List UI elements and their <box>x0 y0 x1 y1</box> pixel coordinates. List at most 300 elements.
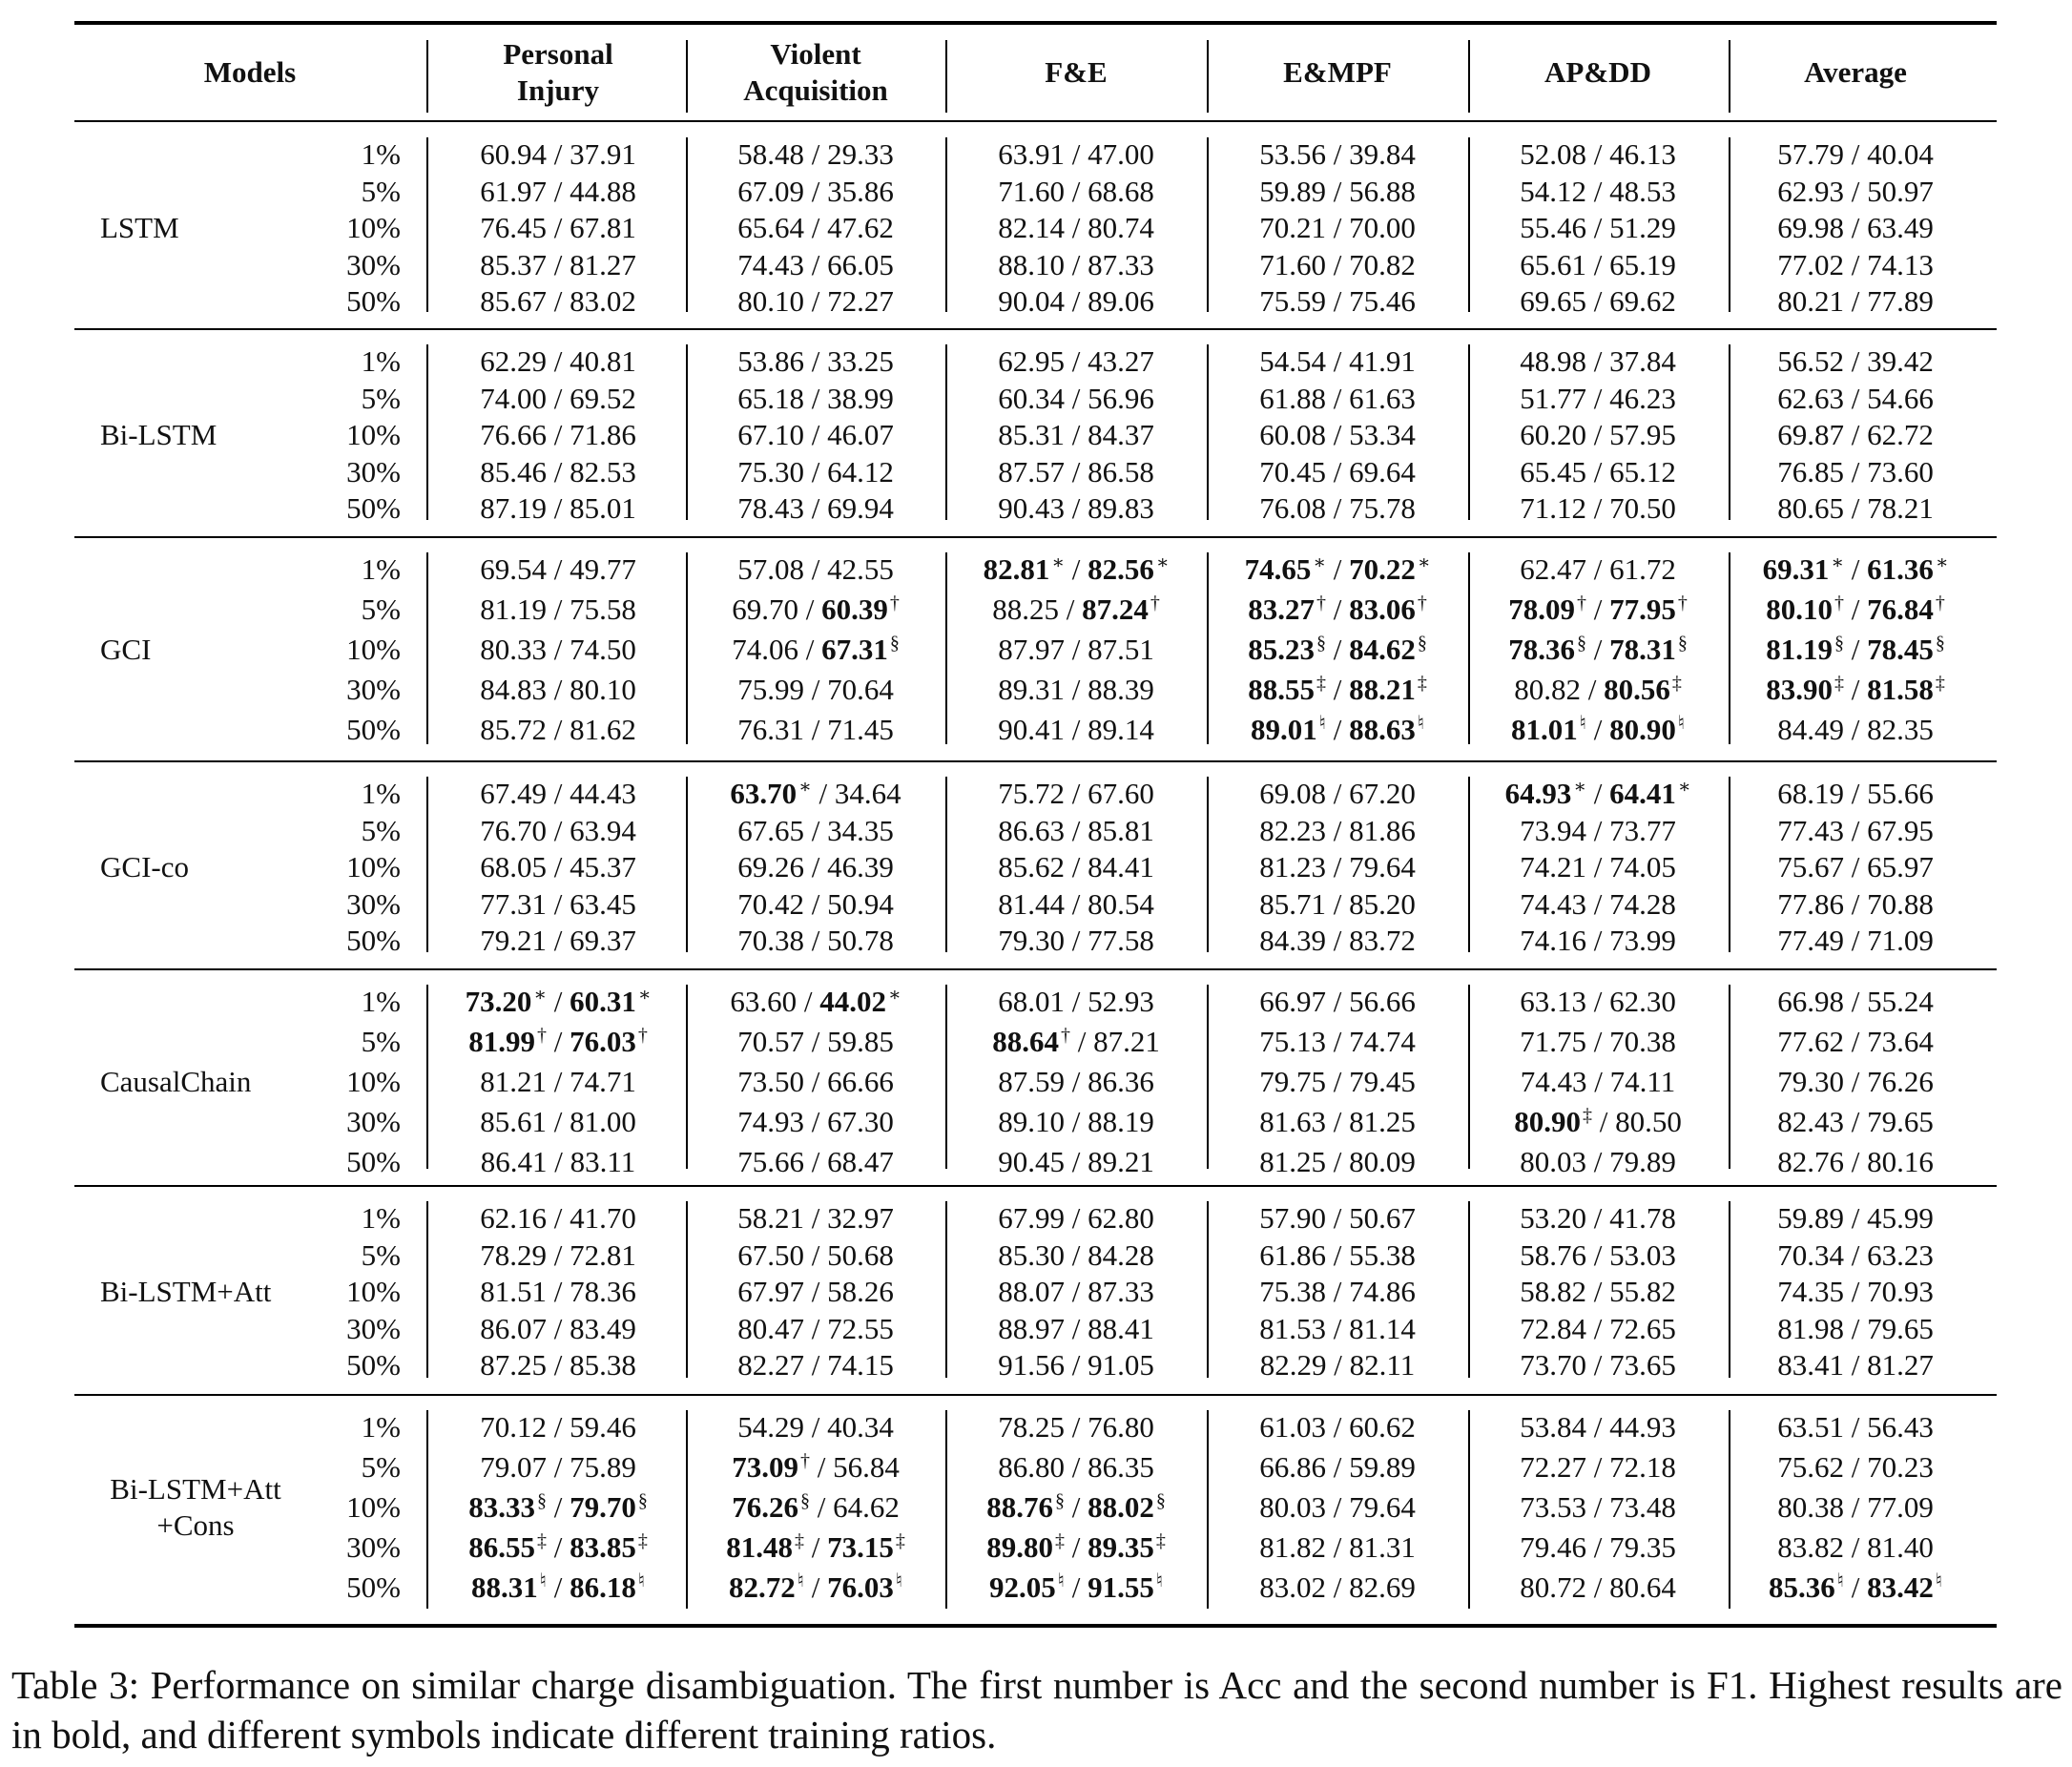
value-separator: / <box>1843 211 1868 244</box>
value-separator: / <box>1843 1530 1868 1564</box>
value-separator: / <box>1325 850 1350 884</box>
acc-value: 74.65 <box>1244 552 1312 586</box>
value-separator: / <box>1064 1105 1088 1138</box>
f1-value: 44.93 <box>1609 1410 1676 1444</box>
acc-value: 88.07 <box>998 1275 1065 1308</box>
value-separator: / <box>1325 247 1350 281</box>
f1-value: 46.13 <box>1609 137 1676 171</box>
f1-value: 63.45 <box>570 886 636 921</box>
f1-value: 80.10 <box>570 673 636 706</box>
f1-value: 53.34 <box>1349 418 1416 451</box>
f1-value: 88.39 <box>1088 673 1154 706</box>
acc-value: 80.65 <box>1777 491 1844 525</box>
f1-value: 79.70 <box>570 1490 636 1524</box>
f1-value: 69.62 <box>1609 284 1676 318</box>
value-separator: / <box>1843 633 1868 666</box>
table-cell <box>986 1490 1166 1525</box>
f1-value: 88.21 <box>1349 673 1416 706</box>
value-separator: / <box>1843 813 1868 847</box>
acc-value: 85.30 <box>998 1237 1065 1272</box>
value-separator: / <box>1843 777 1868 810</box>
value-separator: / <box>1326 1348 1350 1382</box>
value-separator: / <box>1325 381 1350 415</box>
value-separator: / <box>1843 592 1868 626</box>
f1-value: 58.26 <box>827 1275 894 1308</box>
f1-value: 60.39 <box>821 592 888 626</box>
ratio-symbol: ♮ <box>797 1570 804 1591</box>
value-separator: / <box>1843 418 1868 451</box>
f1-value: 44.43 <box>570 777 636 810</box>
acc-value: 84.83 <box>480 673 547 706</box>
value-separator: / <box>1064 1570 1088 1604</box>
acc-value: 71.60 <box>998 174 1065 208</box>
acc-value: 85.31 <box>998 418 1065 451</box>
ratio-symbol: ♮ <box>637 1570 645 1591</box>
f1-value: 89.14 <box>1088 713 1154 746</box>
acc-value: 66.98 <box>1777 985 1844 1018</box>
value-separator: / <box>546 1410 570 1444</box>
f1-value: 64.12 <box>827 454 894 489</box>
f1-value: 66.05 <box>827 247 894 281</box>
column-divider <box>1729 985 1730 1169</box>
training-ratio: 5% <box>361 381 401 415</box>
table-cell <box>737 713 894 747</box>
table-cell <box>1520 850 1676 884</box>
table-cell <box>737 1105 894 1139</box>
column-divider <box>1729 1201 1730 1378</box>
table-cell <box>1520 1238 1676 1273</box>
table-cell <box>998 814 1154 848</box>
table-cell <box>989 1570 1163 1605</box>
f1-value: 42.55 <box>827 552 894 586</box>
acc-value: 69.65 <box>1520 284 1586 318</box>
f1-value: 59.89 <box>1349 1450 1416 1484</box>
table-cell <box>1259 137 1416 172</box>
training-ratio: 1% <box>361 137 401 171</box>
table-cell <box>1521 1065 1675 1099</box>
acc-value: 51.77 <box>1520 381 1586 415</box>
ratio-symbol: ♮ <box>1057 1570 1065 1591</box>
f1-value: 71.45 <box>827 713 894 746</box>
acc-value: 69.31 <box>1762 552 1830 586</box>
value-separator: / <box>809 1490 834 1524</box>
table-cell <box>1520 1410 1676 1445</box>
training-ratio: 10% <box>346 211 401 244</box>
training-ratio: 5% <box>361 813 401 847</box>
f1-value: 47.62 <box>827 211 894 244</box>
acc-value: 62.93 <box>1777 174 1844 208</box>
f1-value: 64.41 <box>1609 777 1676 810</box>
ratio-symbol: ∗ <box>1831 552 1844 573</box>
value-separator: / <box>1064 1145 1088 1178</box>
value-separator: / <box>546 633 570 666</box>
value-separator: / <box>1585 491 1610 525</box>
training-ratio: 10% <box>346 633 401 666</box>
ratio-symbol: ∗ <box>533 985 547 1006</box>
acc-value: 90.43 <box>998 491 1065 525</box>
training-ratio: 1% <box>361 1201 401 1235</box>
training-ratio: 5% <box>361 1450 401 1484</box>
acc-value: 76.45 <box>480 211 547 244</box>
model-name-line: Bi-LSTM <box>100 418 218 451</box>
f1-value: 80.74 <box>1088 211 1154 244</box>
column-divider <box>1729 552 1730 744</box>
ratio-symbol: ‡ <box>794 1530 804 1551</box>
table-cell <box>480 491 636 526</box>
table-cell <box>1520 1348 1676 1382</box>
table-cell <box>1777 455 1934 489</box>
f1-value: 84.37 <box>1088 418 1154 451</box>
f1-value: 37.84 <box>1609 344 1676 378</box>
value-separator: / <box>803 211 828 244</box>
training-ratio: 50% <box>346 924 401 957</box>
f1-value: 49.77 <box>570 552 636 586</box>
acc-value: 65.18 <box>737 381 804 415</box>
f1-value: 51.29 <box>1609 211 1676 244</box>
table-cell <box>737 850 894 884</box>
f1-value: 70.88 <box>1867 886 1934 921</box>
f1-value: 66.66 <box>827 1065 894 1098</box>
table-cell <box>1520 1312 1676 1346</box>
table-cell <box>737 887 894 922</box>
header-line: Average <box>1804 55 1907 89</box>
value-separator: / <box>1585 886 1610 921</box>
table-cell <box>1777 175 1934 209</box>
f1-value: 89.35 <box>1088 1530 1154 1564</box>
table-cell <box>1777 1348 1934 1382</box>
f1-value: 38.99 <box>827 381 894 415</box>
table-cell <box>737 1238 894 1273</box>
f1-value: 33.25 <box>827 344 894 378</box>
acc-value: 77.43 <box>1777 813 1844 847</box>
value-separator: / <box>1064 137 1088 171</box>
f1-value: 82.11 <box>1349 1348 1416 1382</box>
f1-value: 83.11 <box>570 1145 636 1178</box>
f1-value: 86.36 <box>1088 1065 1154 1098</box>
header-line: Violent <box>770 37 861 71</box>
value-separator: / <box>803 284 828 318</box>
f1-value: 55.24 <box>1867 985 1934 1018</box>
acc-value: 68.01 <box>998 985 1065 1018</box>
value-separator: / <box>546 418 570 451</box>
table-cell <box>480 713 636 747</box>
acc-value: 79.07 <box>480 1450 547 1484</box>
table-cell <box>1520 1275 1676 1309</box>
table-cell <box>1777 985 1934 1019</box>
value-separator: / <box>1585 211 1610 244</box>
acc-value: 73.94 <box>1520 813 1586 847</box>
table-cell <box>1259 1450 1416 1485</box>
table-cell <box>737 491 894 526</box>
f1-value: 81.27 <box>1867 1348 1934 1382</box>
f1-value: 53.03 <box>1609 1237 1676 1272</box>
table-cell <box>737 814 894 848</box>
value-separator: / <box>803 713 828 746</box>
value-separator: / <box>1843 1570 1868 1604</box>
f1-value: 78.21 <box>1867 491 1934 525</box>
acc-value: 81.99 <box>468 1025 535 1058</box>
value-separator: / <box>803 454 828 489</box>
table-cell <box>1777 1238 1934 1273</box>
table-cell <box>998 777 1154 811</box>
ratio-symbol: § <box>1677 633 1688 654</box>
header-column <box>1283 54 1392 91</box>
training-ratio: 50% <box>346 1570 401 1604</box>
model-name <box>110 1471 280 1544</box>
acc-value: 77.62 <box>1777 1025 1844 1058</box>
f1-value: 89.83 <box>1088 491 1154 525</box>
value-separator: / <box>803 381 828 415</box>
acc-value: 88.10 <box>998 247 1065 281</box>
ratio-symbol: † <box>1576 592 1586 613</box>
table-cell <box>1259 382 1416 416</box>
value-separator: / <box>809 1450 834 1484</box>
column-divider <box>1207 985 1209 1169</box>
ratio-symbol: ‡ <box>1935 673 1945 694</box>
ratio-symbol: ∗ <box>888 985 901 1006</box>
f1-value: 50.78 <box>827 924 894 957</box>
column-divider <box>1729 1410 1730 1609</box>
f1-value: 65.97 <box>1867 850 1934 884</box>
table-cell <box>1511 713 1685 747</box>
acc-value: 81.21 <box>480 1065 547 1098</box>
f1-value: 43.27 <box>1088 344 1154 378</box>
table-cell <box>998 248 1154 282</box>
f1-value: 85.01 <box>570 491 636 525</box>
acc-value: 76.26 <box>732 1490 798 1524</box>
column-divider <box>1207 344 1209 520</box>
f1-value: 40.34 <box>827 1410 894 1444</box>
f1-value: 41.78 <box>1609 1201 1676 1235</box>
acc-value: 54.12 <box>1520 174 1586 208</box>
acc-value: 61.86 <box>1259 1237 1326 1272</box>
table-cell <box>1259 1312 1416 1346</box>
table-cell <box>737 552 894 587</box>
acc-value: 82.72 <box>729 1570 796 1604</box>
table-cell <box>1259 211 1416 245</box>
f1-value: 77.89 <box>1867 284 1934 318</box>
acc-value: 59.89 <box>1259 174 1326 208</box>
acc-value: 75.67 <box>1777 850 1844 884</box>
value-separator: / <box>803 924 828 957</box>
ratio-symbol: ‡ <box>637 1530 648 1551</box>
acc-value: 85.46 <box>480 454 547 489</box>
acc-value: 71.75 <box>1520 1025 1586 1058</box>
acc-value: 63.91 <box>998 137 1065 171</box>
acc-value: 89.80 <box>986 1530 1053 1564</box>
acc-value: 78.36 <box>1508 633 1575 666</box>
f1-value: 52.93 <box>1088 985 1154 1018</box>
acc-value: 90.04 <box>998 284 1065 318</box>
acc-value: 88.55 <box>1248 673 1315 706</box>
table-cell <box>998 1105 1154 1139</box>
f1-value: 75.46 <box>1349 284 1416 318</box>
value-separator: / <box>1064 924 1088 957</box>
value-separator: / <box>1585 777 1610 810</box>
table-cell <box>1248 633 1427 667</box>
acc-value: 74.16 <box>1520 924 1586 957</box>
table-cell <box>1777 1450 1934 1485</box>
value-separator: / <box>1325 1201 1350 1235</box>
value-separator: / <box>1064 174 1088 208</box>
acc-value: 76.85 <box>1777 454 1844 489</box>
table-cell <box>1763 552 1949 587</box>
value-separator: / <box>1064 344 1088 378</box>
value-separator: / <box>1064 1348 1088 1382</box>
value-separator: / <box>1325 713 1350 746</box>
table-cell <box>1766 592 1945 627</box>
value-separator: / <box>1585 1201 1610 1235</box>
table-cell <box>986 1530 1166 1565</box>
table-cell <box>1766 633 1945 667</box>
table-cell <box>1777 1105 1934 1139</box>
value-separator: / <box>1325 985 1350 1018</box>
acc-value: 84.49 <box>1777 713 1844 746</box>
acc-value: 64.93 <box>1504 777 1572 810</box>
acc-value: 80.33 <box>480 633 547 666</box>
column-divider <box>1207 40 1209 113</box>
table-cell <box>1520 175 1676 209</box>
acc-value: 63.51 <box>1777 1410 1844 1444</box>
training-ratio: 10% <box>346 1065 401 1098</box>
table-cell <box>998 175 1154 209</box>
table-cell <box>1259 1025 1416 1059</box>
value-separator: / <box>803 418 828 451</box>
f1-value: 76.03 <box>570 1025 636 1058</box>
acc-value: 89.10 <box>998 1105 1065 1138</box>
acc-value: 65.64 <box>737 211 804 244</box>
table-cell <box>729 1570 902 1605</box>
table-cell <box>480 175 636 209</box>
f1-value: 69.94 <box>827 491 894 525</box>
f1-value: 83.02 <box>570 284 636 318</box>
f1-value: 71.86 <box>570 418 636 451</box>
table-cell <box>737 1065 894 1099</box>
f1-value: 40.04 <box>1867 137 1934 171</box>
ratio-symbol: ∗ <box>1051 552 1065 573</box>
training-ratio: 30% <box>346 673 401 706</box>
f1-value: 73.77 <box>1609 813 1676 847</box>
training-ratio: 30% <box>346 1311 401 1345</box>
acc-value: 81.53 <box>1259 1311 1326 1345</box>
acc-value: 79.46 <box>1520 1530 1586 1564</box>
table-cell <box>1508 592 1688 627</box>
table-cell <box>1520 455 1676 489</box>
acc-value: 62.29 <box>480 344 547 378</box>
value-separator: / <box>803 1348 828 1382</box>
value-separator: / <box>1843 1275 1868 1308</box>
header-rule <box>74 120 1997 122</box>
value-separator: / <box>1586 1065 1610 1098</box>
value-separator: / <box>797 985 820 1018</box>
acc-value: 73.09 <box>732 1450 798 1484</box>
ratio-symbol: ♮ <box>539 1570 547 1591</box>
value-separator: / <box>1064 813 1088 847</box>
training-ratio: 50% <box>346 713 401 746</box>
acc-value: 80.10 <box>1766 592 1833 626</box>
value-separator: / <box>546 886 570 921</box>
value-separator: / <box>1325 1145 1350 1178</box>
f1-value: 34.64 <box>834 777 901 810</box>
table-cell <box>1251 713 1424 747</box>
f1-value: 67.60 <box>1088 777 1154 810</box>
table-cell <box>737 248 894 282</box>
acc-value: 85.67 <box>480 284 547 318</box>
header-line: AP&DD <box>1544 55 1651 89</box>
f1-value: 88.19 <box>1088 1105 1154 1138</box>
f1-value: 55.38 <box>1349 1237 1416 1272</box>
f1-value: 82.69 <box>1349 1570 1416 1604</box>
f1-value: 81.00 <box>570 1105 636 1138</box>
f1-value: 88.41 <box>1088 1311 1154 1345</box>
f1-value: 54.66 <box>1867 381 1934 415</box>
value-separator: / <box>1843 1311 1868 1345</box>
value-separator: / <box>1058 592 1083 626</box>
value-separator: / <box>1064 1237 1088 1272</box>
acc-value: 75.62 <box>1777 1450 1844 1484</box>
f1-value: 83.49 <box>570 1311 636 1345</box>
acc-value: 82.23 <box>1259 813 1326 847</box>
value-separator: / <box>1843 713 1868 746</box>
column-divider <box>1729 344 1730 520</box>
acc-value: 53.20 <box>1520 1201 1586 1235</box>
table-cell <box>1259 491 1416 526</box>
acc-value: 65.61 <box>1520 247 1586 281</box>
group-separator <box>74 536 1997 538</box>
column-divider <box>1468 1201 1470 1378</box>
f1-value: 72.27 <box>827 284 894 318</box>
acc-value: 65.45 <box>1520 454 1586 489</box>
value-separator: / <box>1064 1201 1088 1235</box>
table-cell <box>1259 814 1416 848</box>
table-cell <box>480 137 636 172</box>
f1-value: 72.65 <box>1609 1311 1676 1345</box>
f1-value: 77.95 <box>1609 592 1676 626</box>
acc-value: 57.08 <box>737 552 804 586</box>
value-separator: / <box>1585 1237 1610 1272</box>
f1-value: 79.65 <box>1867 1105 1934 1138</box>
table-cell <box>737 924 894 958</box>
f1-value: 67.31 <box>821 633 888 666</box>
f1-value: 75.58 <box>570 592 636 626</box>
f1-value: 78.31 <box>1609 633 1676 666</box>
f1-value: 48.53 <box>1609 174 1676 208</box>
acc-value: 75.59 <box>1259 284 1326 318</box>
table-cell <box>1520 1025 1676 1059</box>
table-cell <box>737 137 894 172</box>
ratio-symbol: ∗ <box>1313 552 1326 573</box>
f1-value: 61.63 <box>1349 381 1416 415</box>
acc-value: 58.76 <box>1520 1237 1586 1272</box>
table-cell <box>480 1065 636 1099</box>
acc-value: 78.09 <box>1508 592 1575 626</box>
value-separator: / <box>1843 886 1868 921</box>
ratio-symbol: † <box>889 592 900 613</box>
acc-value: 81.98 <box>1777 1311 1844 1345</box>
table-cell <box>732 1490 900 1525</box>
group-separator <box>74 968 1997 970</box>
ratio-symbol: ♮ <box>1417 713 1424 734</box>
value-separator: / <box>1585 924 1610 957</box>
value-separator: / <box>803 1570 828 1604</box>
acc-value: 62.63 <box>1777 381 1844 415</box>
table-cell <box>480 777 636 811</box>
value-separator: / <box>1843 1410 1868 1444</box>
value-separator: / <box>803 1530 828 1564</box>
acc-value: 85.71 <box>1259 886 1326 921</box>
value-separator: / <box>1325 1105 1350 1138</box>
value-separator: / <box>1585 1410 1610 1444</box>
